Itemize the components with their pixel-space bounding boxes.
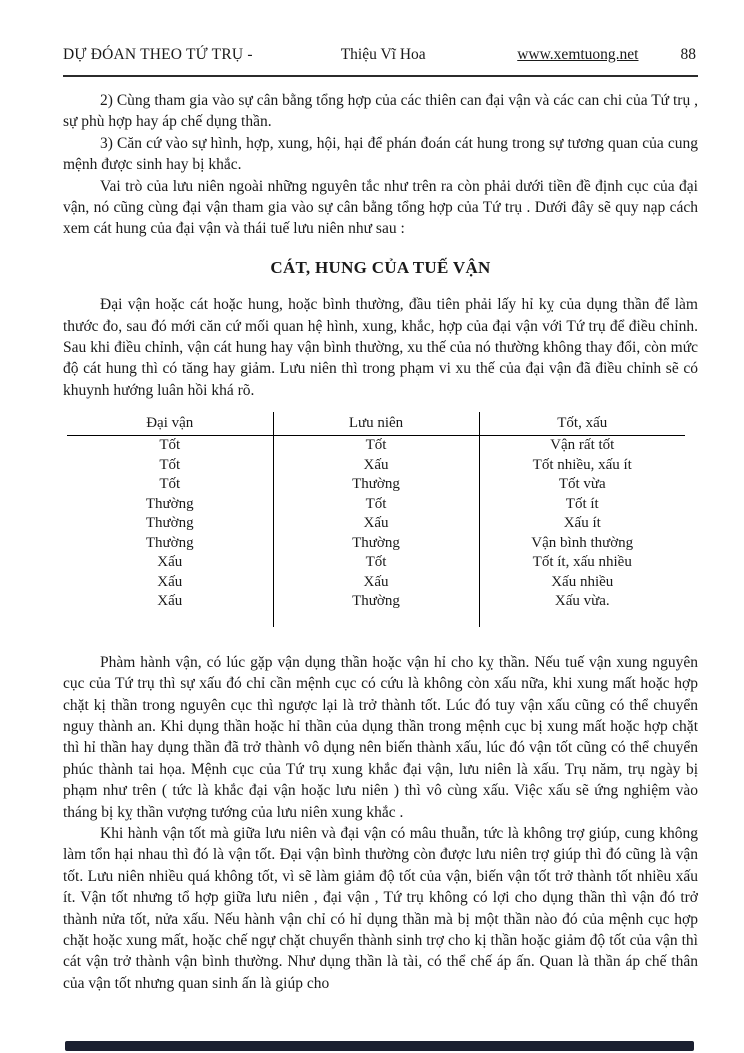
col-header-dai-van: Đại vận	[67, 412, 273, 436]
page-number: 88	[680, 46, 696, 63]
table-cell: Xấu	[273, 573, 479, 593]
table-cell: Xấu	[273, 514, 479, 534]
table-cell: Tốt	[159, 456, 181, 473]
table-cell: Thường	[145, 515, 194, 532]
table-row	[67, 534, 685, 554]
table-cell: Vận bình thường	[479, 534, 685, 554]
cat-hung-table	[67, 412, 685, 627]
table-cell: Tốt	[159, 476, 181, 493]
author-name: Thiệu Vĩ Hoa	[340, 46, 426, 63]
table-cell: Tốt	[273, 553, 479, 573]
table-cell: Vận rất tốt	[479, 436, 685, 456]
table-cell: Xấu	[157, 554, 183, 571]
section-heading: CÁT, HUNG CỦA TUẾ VẬN	[270, 257, 491, 277]
table-cell	[67, 612, 273, 627]
page-header	[63, 46, 698, 64]
table-cell	[479, 612, 685, 627]
table-body	[67, 436, 685, 627]
table-empty-row	[67, 612, 685, 627]
col-header-luu-nien: Lưu niên	[273, 412, 479, 436]
col-header-tot-xau: Tốt, xấu	[479, 412, 685, 436]
table-cell: Tốt	[273, 495, 479, 515]
paragraph-luu-nien-role: Vai trò của lưu niên ngoài những nguyên tắc như trên ra còn phải dưới tiền đề định cục của đại vận, nó cũng cùng đại vận tham gia vào sự cân bằng tổng hợp của Tứ trụ . Dưới đây sẽ quy nạp cách xem cát hung của đại vận và thái tuế lưu niên như sau :	[63, 177, 698, 238]
table-cell: Tốt	[159, 437, 181, 454]
table-row	[67, 456, 685, 476]
header-divider	[63, 75, 698, 77]
book-title: DỰ ĐÓAN THEO TỨ TRỤ -	[63, 46, 253, 63]
bottom-scrollbar-bar[interactable]	[65, 1041, 694, 1051]
table-row	[67, 573, 685, 593]
table-cell: Xấu	[157, 593, 183, 610]
table-row	[67, 592, 685, 612]
table-row	[67, 553, 685, 573]
table-cell: Thường	[145, 495, 194, 512]
table-cell: Thường	[273, 475, 479, 495]
table-cell: Tốt	[273, 436, 479, 456]
table-cell: Thường	[273, 534, 479, 554]
table-cell: Thường	[273, 592, 479, 612]
paragraph-point-2: 2) Cùng tham gia vào sự cân bằng tổng hợp của các thiên can đại vận và các can chi của Tứ trụ , sự phù hợp hay áp chế dụng thần.	[63, 92, 698, 131]
table-cell: Xấu vừa.	[479, 592, 685, 612]
table-header-row	[67, 412, 685, 436]
website-link[interactable]: www.xemtuong.net	[517, 46, 639, 63]
table-cell: Xấu nhiều	[479, 573, 685, 593]
table-row	[67, 436, 685, 456]
table-cell: Tốt ít	[479, 495, 685, 515]
table-row	[67, 514, 685, 534]
table-cell: Tốt vừa	[479, 475, 685, 495]
paragraph-point-3: 3) Căn cứ vào sự hình, hợp, xung, hội, hại để phán đoán cát hung trong sự tương quan của cung mệnh được sinh hay bị khắc.	[63, 134, 698, 174]
table-cell: Thường	[145, 534, 194, 551]
paragraph-khi-hanh-van-tot: Khi hành vận tốt mà giữa lưu niên và đại vận có mâu thuẫn, tức là không trợ giúp, cung không làm tổn hại nhau thì đó là vận tốt. Đại vận bình thường còn được lưu niên trợ giúp thì đó cũng là vận tốt. Lưu niên nhiều quá không tốt, vì sẽ làm giảm độ tốt của vận, biến vận tốt trở thành tốt nhiều xấu ít. Vận tốt nhưng tổ hợp giữa lưu niên , đại vận , Tứ trụ không có lợi cho dụng thần thì vận đó trở thành nửa tốt, nửa xấu. Nếu hành vận chỉ có hỉ dụng thần mà bị một thần nào đó của mệnh cục hợp chặt hoặc xung mất, hoặc chế ngự chặt chuyển thành sinh trợ cho kị thần hoặc giảm độ tốt của vận thì cát vận trở thành vận bình thường. Như dụng thần là tài, có thể chế áp ấn. Quan là thần áp chế thân của vận tốt nhưng quan sinh ấn là giúp cho	[63, 825, 698, 992]
paragraph-intro: Đại vận hoặc cát hoặc hung, hoặc bình thường, đầu tiên phải lấy hỉ kỵ của dụng thần để làm thước đo, sau đó mới căn cứ mối quan hệ hình, xung, khắc, hợp của đại vận với Tứ trụ để điều chỉnh. Sau khi điều chỉnh, vận cát hung hay vận bình thường, xu thế của nó thường không thay đổi, còn mức độ cát hung thì có tăng hay giảm. Lưu niên thì trong phạm vi xu thế của đại vận đã điều chỉnh sẽ có khuynh hướng luân hồi khá rõ.	[63, 296, 698, 399]
table-row	[67, 495, 685, 515]
document-body	[63, 90, 698, 994]
table-cell: Xấu ít	[479, 514, 685, 534]
table-cell: Xấu	[157, 573, 183, 590]
table-head	[67, 412, 685, 436]
table-cell	[273, 612, 479, 627]
table-cell: Tốt ít, xấu nhiều	[479, 553, 685, 573]
table-cell: Xấu	[273, 456, 479, 476]
table-row	[67, 475, 685, 495]
paragraph-pham-hanh-van: Phàm hành vận, có lúc gặp vận dụng thần hoặc vận hỉ cho kỵ thần. Nếu tuế vận xung nguyên cục của Tứ trụ thì sự xấu đó chỉ cần mệnh cục có cứu là không còn xấu nữa, khi xung mất hoặc hợp chặt kị thần trong nguyên cục thì ngược lại là trở thành tốt. Lúc đó tuy vận xấu cũng có thể chuyển nguy thành an. Khi dụng thần hoặc hỉ thần của dụng thần trong mệnh cục bị xung mất hoặc hợp chặt thì hỉ thần hay dụng thần đã trở thành vô dụng nên biến thành xấu, lúc đó vận tốt cũng có thể chuyển phúc thành tai họa. Mệnh cục của Tứ trụ xung khắc đại vận, lưu niên là xấu. Trụ năm, trụ ngày bị phạm như trên ( tức là khắc đại vận hoặc lưu niên ) thì vô cùng xấu. Việc xấu sẽ ứng nghiệm vào tháng bị kỵ thần vượng tướng của lưu niên xung khắc .	[63, 653, 698, 821]
table-cell: Tốt nhiều, xấu ít	[479, 456, 685, 476]
